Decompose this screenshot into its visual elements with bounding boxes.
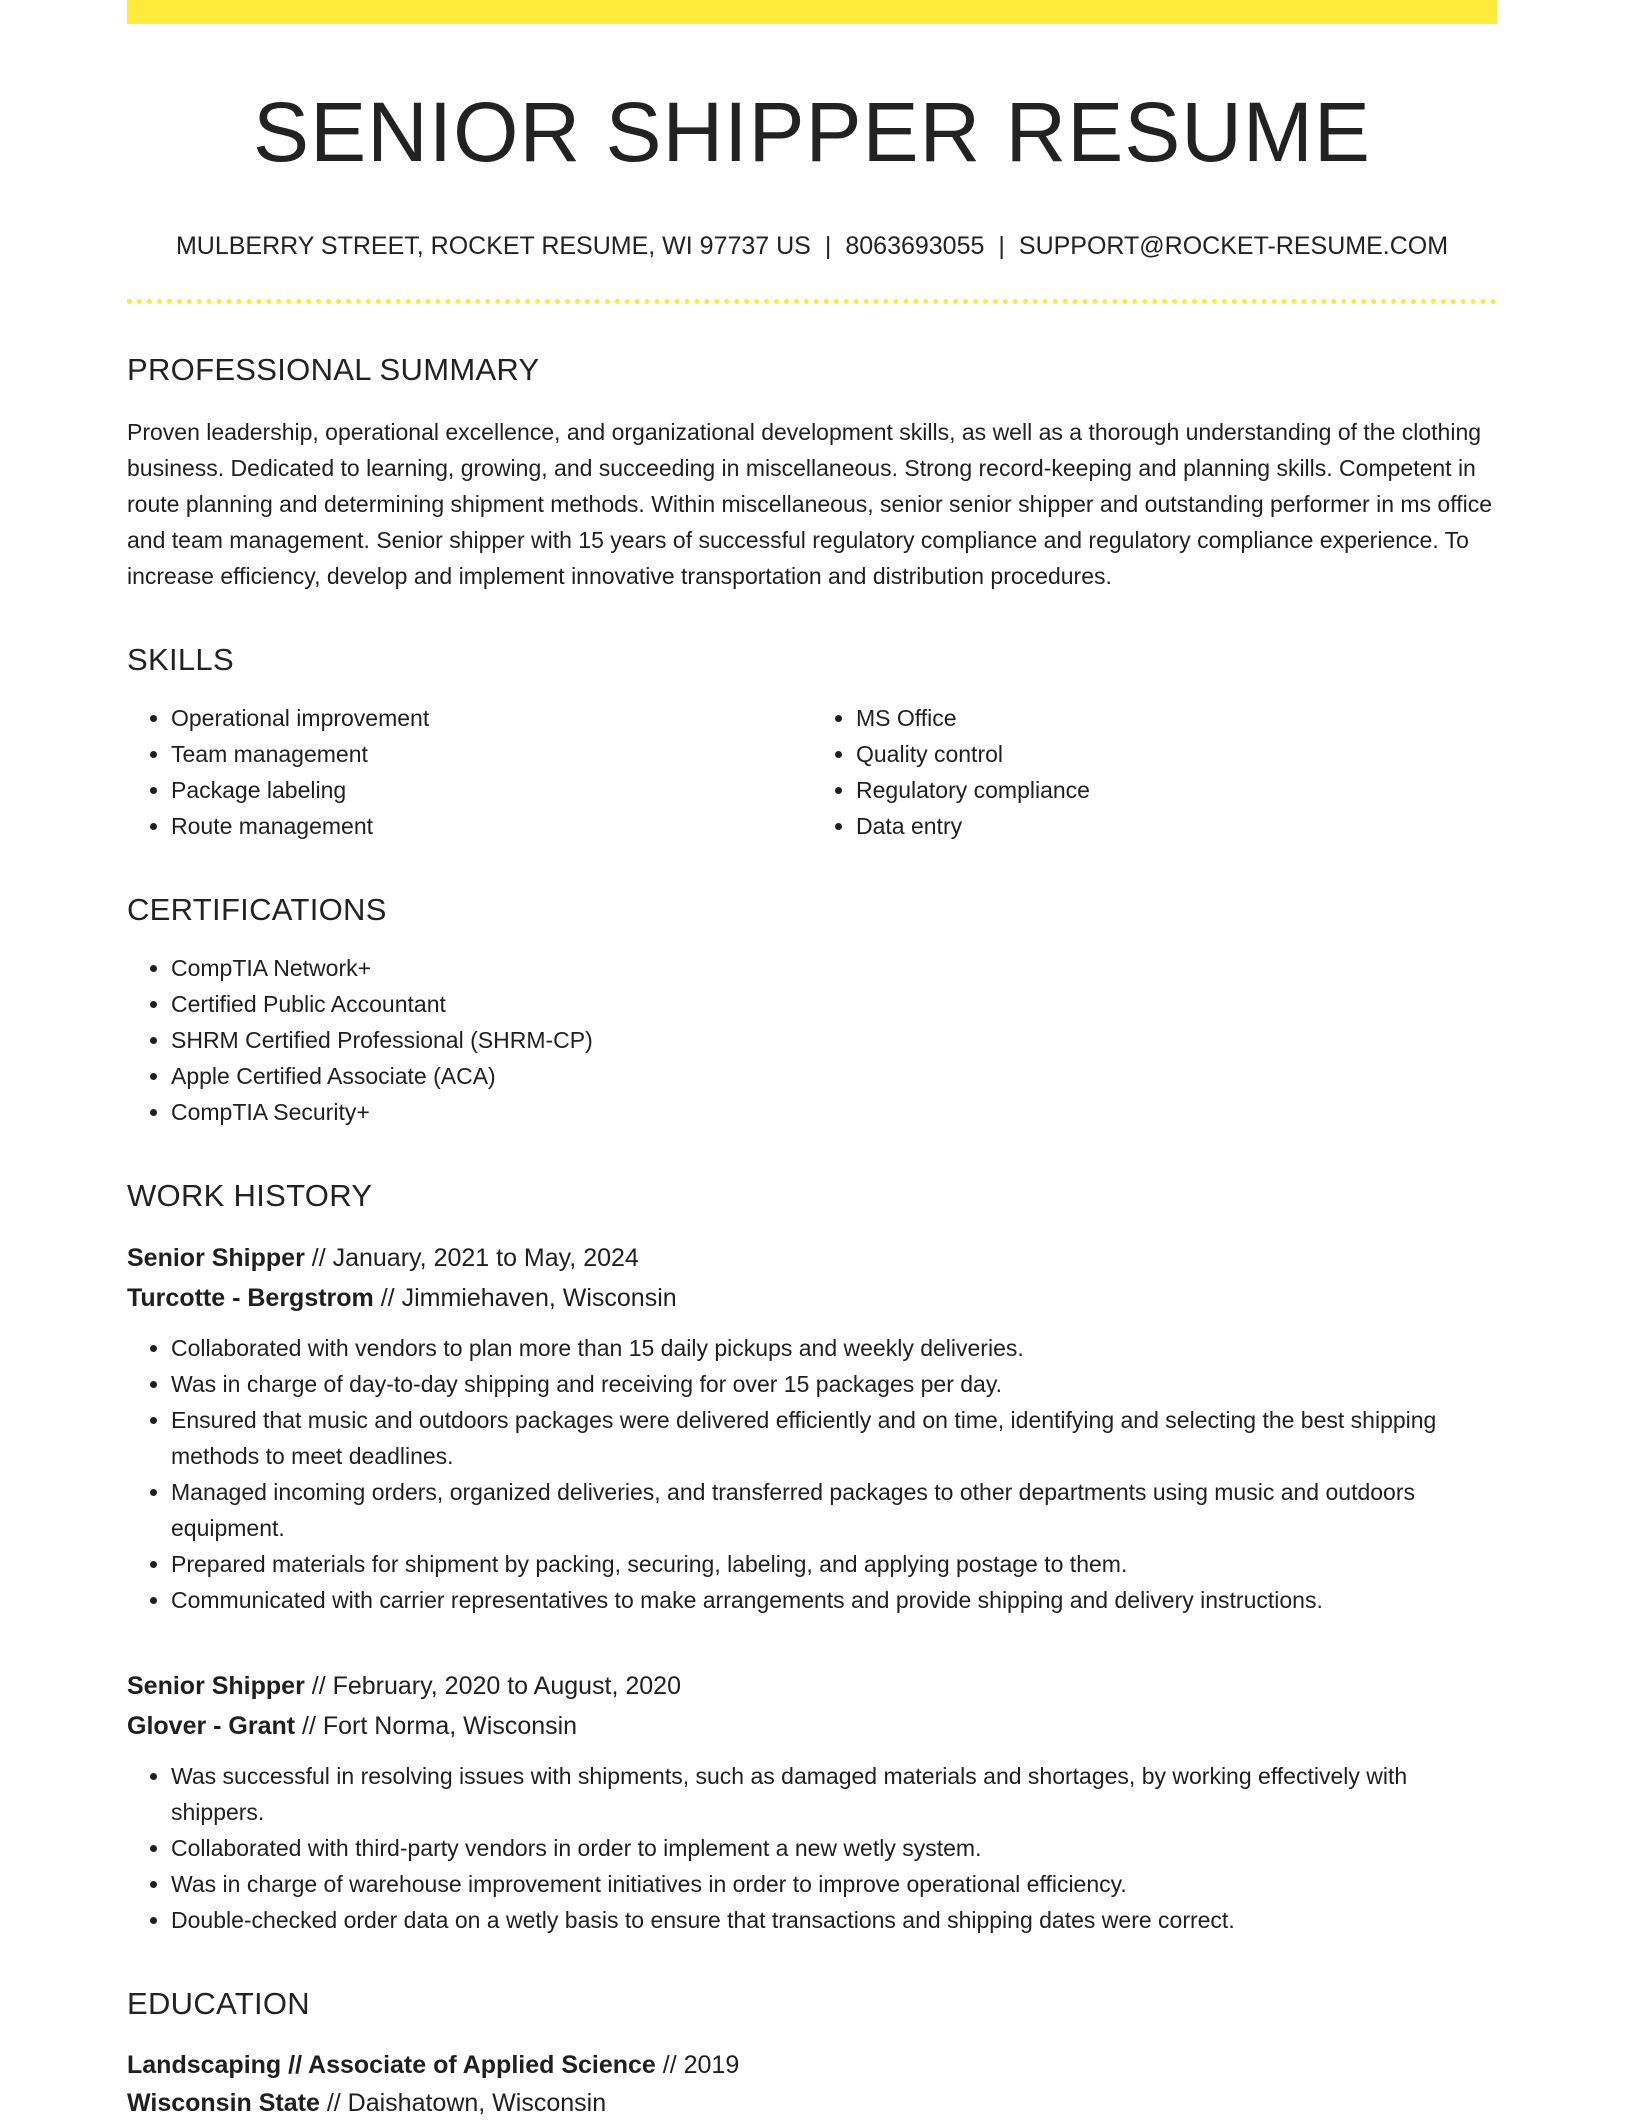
contact-separator: | — [998, 232, 1005, 261]
job-location: // Jimmiehaven, Wisconsin — [373, 1284, 677, 1313]
work-history-heading: WORK HISTORY — [127, 1178, 373, 1214]
skill-item: • Data entry — [856, 808, 1497, 844]
job-entry — [127, 1666, 1497, 1938]
certification-item: • Certified Public Accountant — [171, 986, 1497, 1022]
job-bullets — [127, 1330, 1497, 1618]
job-bullet: • Was successful in resolving issues with shipments, such as damaged materials and shortages, by working effectively with shippers. — [171, 1758, 1497, 1830]
skills-heading: SKILLS — [127, 642, 234, 678]
job-company-line — [127, 1706, 1497, 1746]
job-bullet: • Ensured that music and outdoors packages were delivered efficiently and on time, identifying and selecting the best shipping methods to meet deadlines. — [171, 1402, 1497, 1474]
job-bullet: • Collaborated with third-party vendors in order to implement a new wetly system. — [171, 1830, 1497, 1866]
certification-item: • CompTIA Network+ — [171, 950, 1497, 986]
contact-email[interactable]: SUPPORT@ROCKET-RESUME.COM — [1018, 232, 1449, 261]
skill-item: • Package labeling — [171, 772, 812, 808]
job-company: Turcotte - Bergstrom — [127, 1284, 374, 1313]
education-year: // 2019 — [655, 2051, 740, 2080]
job-title: Senior Shipper — [127, 1244, 305, 1273]
job-company: Glover - Grant — [127, 1712, 296, 1741]
certifications-list — [127, 950, 1497, 1130]
page-title: SENIOR SHIPPER RESUME — [253, 85, 1371, 179]
certification-item: • CompTIA Security+ — [171, 1094, 1497, 1130]
contact-phone[interactable]: 8063693055 — [845, 232, 985, 261]
job-bullet: • Was in charge of day-to-day shipping and receiving for over 15 packages per day. — [171, 1366, 1497, 1402]
contact-address: MULBERRY STREET, ROCKET RESUME, WI 97737 US — [175, 232, 811, 261]
job-dates: // February, 2020 to August, 2020 — [304, 1672, 681, 1701]
job-entry — [127, 1238, 1497, 1618]
certification-item: • SHRM Certified Professional (SHRM-CP) — [171, 1022, 1497, 1058]
job-bullet: • Prepared materials for shipment by packing, securing, labeling, and applying postage to them. — [171, 1546, 1497, 1582]
contact-separator: | — [824, 232, 832, 261]
skill-item: • MS Office — [856, 700, 1497, 736]
top-accent-bar — [127, 0, 1497, 24]
education-school: Wisconsin State — [127, 2089, 320, 2118]
certification-item: • Apple Certified Associate (ACA) — [171, 1058, 1497, 1094]
skill-item: • Regulatory compliance — [856, 772, 1497, 808]
job-bullets — [127, 1758, 1497, 1938]
education-degree: Landscaping // Associate of Applied Science — [127, 2051, 656, 2080]
skill-item: • Team management — [171, 736, 812, 772]
resume-content — [127, 0, 1497, 2122]
job-bullet: • Communicated with carrier representatives to make arrangements and provide shipping and delivery instructions. — [171, 1582, 1497, 1618]
skills-list — [127, 700, 1497, 844]
education-entry — [127, 2046, 1497, 2122]
education-location: // Daishatown, Wisconsin — [319, 2089, 607, 2118]
job-title-line — [127, 1666, 1497, 1706]
skill-item: • Quality control — [856, 736, 1497, 772]
job-dates: // January, 2021 to May, 2024 — [304, 1244, 639, 1273]
education-school-line — [127, 2084, 1497, 2122]
job-bullet: • Double-checked order data on a wetly basis to ensure that transactions and shipping dates were correct. — [171, 1902, 1497, 1938]
job-company-line — [127, 1278, 1497, 1318]
job-title-line — [127, 1238, 1497, 1278]
skill-item: • Route management — [171, 808, 812, 844]
job-bullet: • Was in charge of warehouse improvement initiatives in order to improve operational efficiency. — [171, 1866, 1497, 1902]
summary-heading: PROFESSIONAL SUMMARY — [127, 352, 540, 388]
skills-column-left — [127, 700, 812, 844]
contact-line — [127, 232, 1497, 261]
job-bullet: • Collaborated with vendors to plan more than 15 daily pickups and weekly deliveries. — [171, 1330, 1497, 1366]
skills-column-right — [812, 700, 1497, 844]
skill-item: • Operational improvement — [171, 700, 812, 736]
job-location: // Fort Norma, Wisconsin — [295, 1712, 578, 1741]
job-title: Senior Shipper — [127, 1672, 305, 1701]
education-heading: EDUCATION — [127, 1986, 310, 2022]
summary-text: Proven leadership, operational excellence, and organizational development skills, as well as a thorough understanding of the clothing business. Dedicated to learning, growing, and succeeding in miscellaneous. Strong record-keeping and planning skills. Competent in route planning and determining shipment methods. Within miscellaneous, senior senior shipper and outstanding performer in ms office and team management. Senior shipper with 15 years of successful regulatory compliance and regulatory compliance experience. To increase efficiency, develop and implement innovative transportation and distribution procedures. — [127, 419, 1492, 590]
dotted-divider — [127, 299, 1497, 304]
certifications-heading: CERTIFICATIONS — [127, 892, 387, 928]
education-degree-line — [127, 2046, 1497, 2084]
job-bullet: • Managed incoming orders, organized deliveries, and transferred packages to other departments using music and outdoors equipment. — [171, 1474, 1497, 1546]
